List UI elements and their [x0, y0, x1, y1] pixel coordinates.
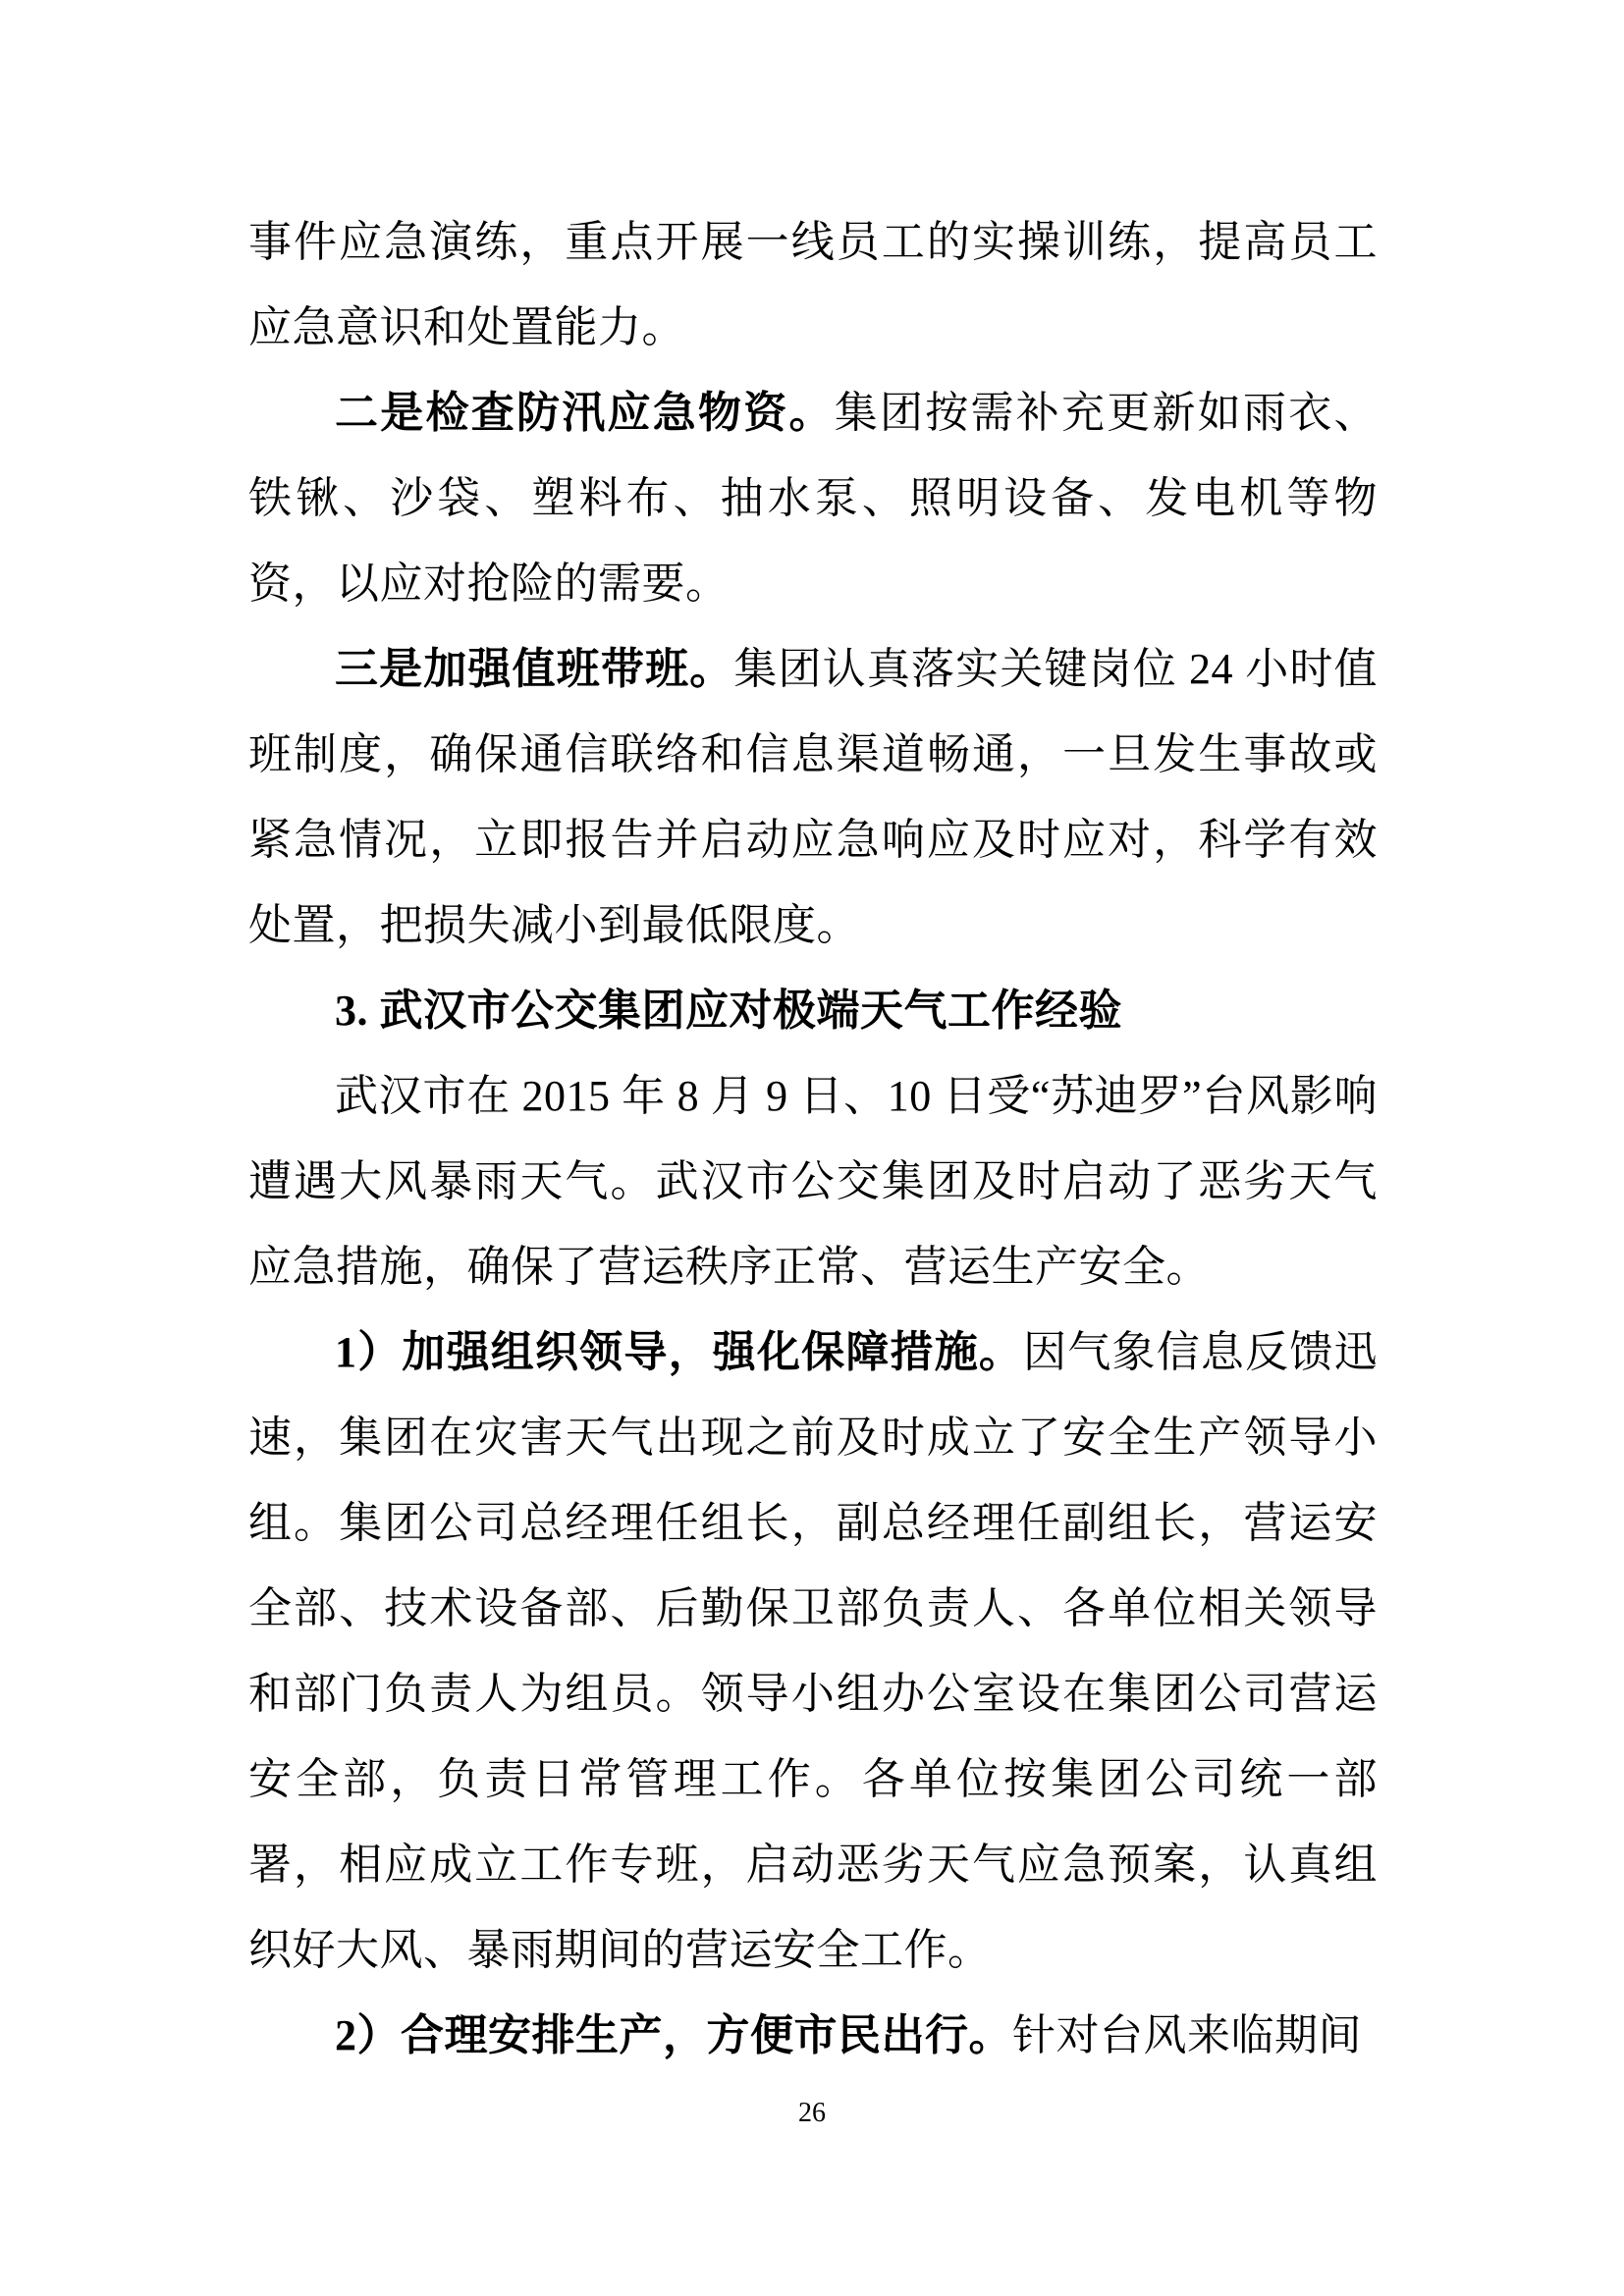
text-run: 事件应急演练，重点开展一线员工的实操训练，提高员工应急意识和处置能力。	[248, 218, 1378, 351]
text-run: 集团认真落实关键岗位 24 小时值班制度，确保通信联络和信息渠道畅通，一旦发生事故或紧急情况，立即报告并启动应急响应及时应对，科学有效处置，把损失减小到最低限度。	[248, 645, 1379, 949]
text-run: 三是加强值班带班。	[335, 645, 734, 693]
page-number: 26	[798, 2098, 826, 2128]
section-heading	[248, 968, 1378, 1053]
paragraph	[248, 199, 1378, 370]
text-run: 2）合理安排生产，方便市民出行。	[335, 2011, 1012, 2059]
page-footer	[0, 2097, 1624, 2130]
text-run: 3. 武汉市公交集团应对极端天气工作经验	[335, 987, 1122, 1035]
document-body	[248, 199, 1378, 2078]
text-run: 1）加强组织领导，强化保障措施。	[335, 1328, 1024, 1376]
text-run: 针对台风来临期间	[1012, 2011, 1362, 2059]
text-run: 集团按需补充更新如雨衣、铁锹、沙袋、塑料布、抽水泵、照明设备、发电机等物资，以应对抢险的需要。	[248, 389, 1378, 608]
paragraph	[248, 370, 1378, 626]
paragraph	[248, 1993, 1378, 2078]
paragraph	[248, 1309, 1378, 1993]
text-run: 二是检查防汛应急物资。	[335, 389, 835, 437]
paragraph	[248, 626, 1378, 968]
text-run: 因气象信息反馈迅速，集团在灾害天气出现之前及时成立了安全生产领导小组。集团公司总经理任组长，副总经理任副组长，营运安全部、技术设备部、后勤保卫部负责人、各单位相关领导和部门负责人为组员。领导小组办公室设在集团公司营运安全部，负责日常管理工作。各单位按集团公司统一部署，相应成立工作专班，启动恶劣天气应急预案，认真组织好大风、暴雨期间的营运安全工作。	[248, 1328, 1379, 1974]
text-run: 武汉市在 2015 年 8 月 9 日、10 日受“苏迪罗”台风影响遭遇大风暴雨天气。武汉市公交集团及时启动了恶劣天气应急措施，确保了营运秩序正常、营运生产安全。	[248, 1072, 1378, 1291]
paragraph	[248, 1053, 1378, 1309]
